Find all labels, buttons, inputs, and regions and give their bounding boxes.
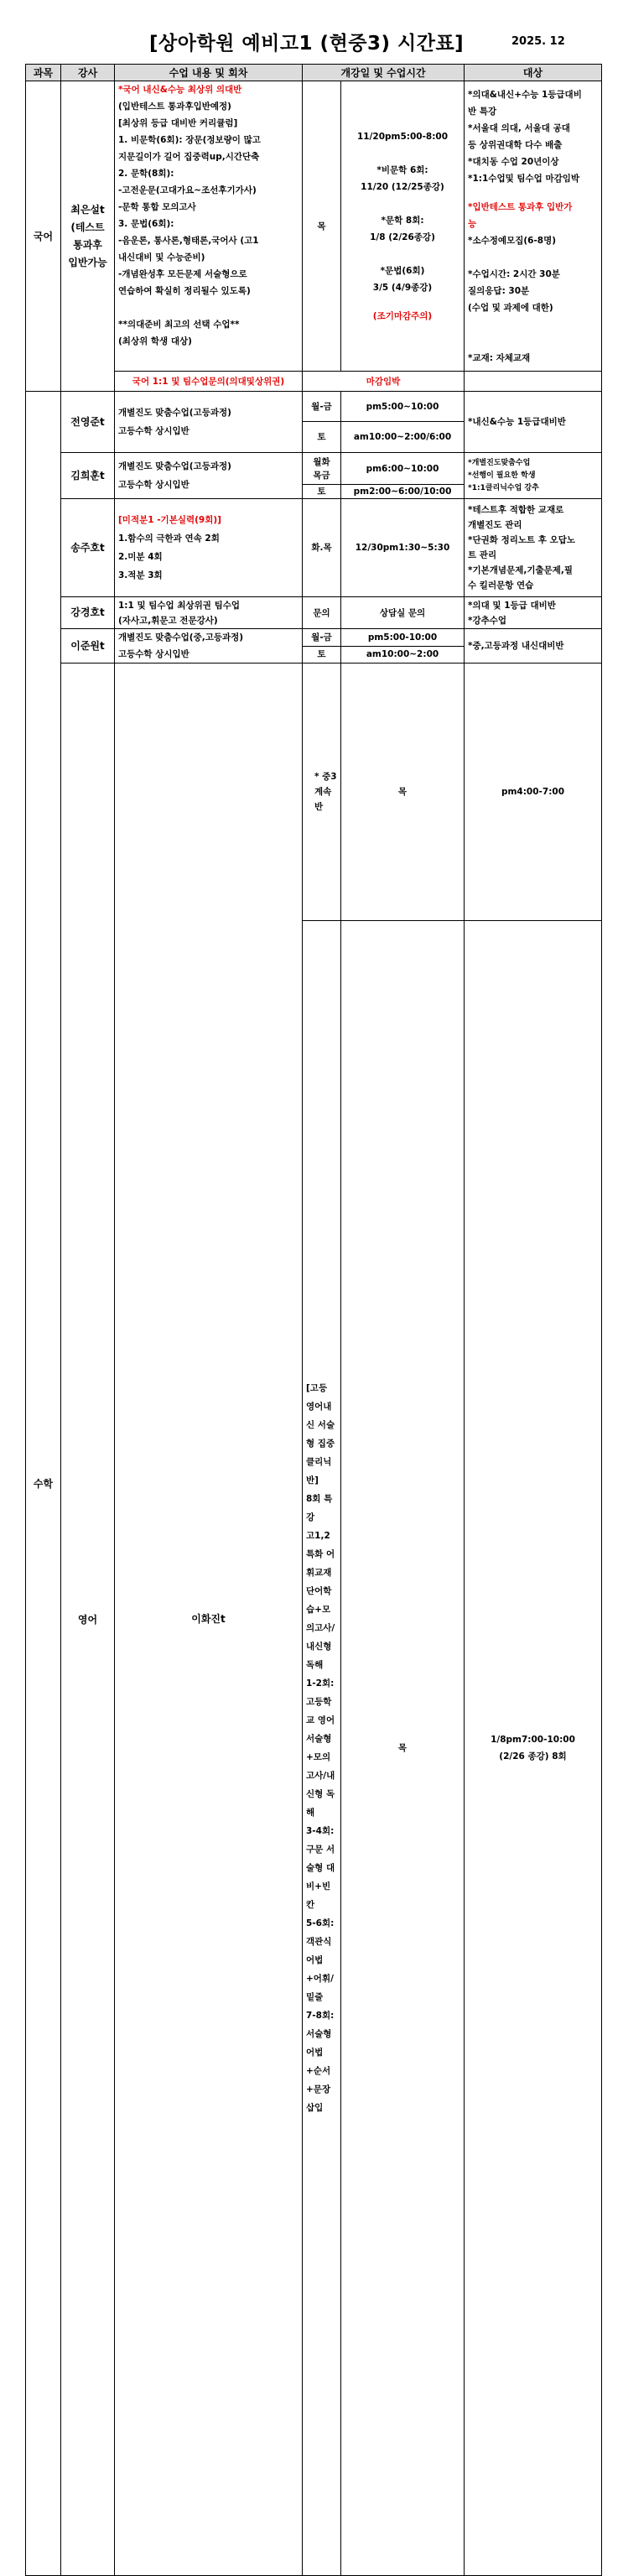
math-3-day: 화.목 (303, 499, 341, 597)
timetable (25, 64, 602, 2576)
korean-schedule-note: (조기마감주의) (372, 310, 433, 321)
math-5-day-1: 월-금 (303, 629, 341, 647)
teacher-english: 이화진t (115, 664, 303, 2576)
subject-math: 수학 (26, 392, 61, 2576)
english-1-content: * 중3 계속반 (303, 664, 341, 921)
teacher-math-5: 이준원t (61, 629, 115, 664)
math-2-target: *개별진도맞춤수업 *선행이 필요한 학생 *1:1클리닉수업 강추 (465, 453, 602, 499)
korean-target-a: *의대&내신+수능 1등급대비 반 특강 *서울대 의대, 서울대 공대 등 상위권대학 다수 배출 *대치동 수업 20년이상 *1:1수업및 팀수업 마감임박 (468, 89, 582, 184)
math-2-day-1: 월화 목금 (303, 453, 341, 485)
korean-footer-left: 국어 1:1 및 팀수업문의(의대및상위권) (115, 372, 303, 392)
math-3-time: 12/30pm1:30~5:30 (341, 499, 465, 597)
korean-target-b: *소수정예모집(6-8명) *수업시간: 2시간 30분 질의응답: 30분 (수업 및 과제에 대한) *교재: 자체교재 (468, 235, 560, 363)
math-4-time: 상담실 문의 (341, 597, 465, 629)
math-5-content: 개별진도 맞춤수업(중,고등과정) 고등수학 상시입반 (115, 629, 303, 664)
math-row-1a (26, 392, 602, 422)
col-header-subject: 과목 (26, 65, 61, 81)
math-2-time-1: pm6:00~10:00 (341, 453, 465, 485)
subject-english: 영어 (61, 664, 115, 2576)
col-header-content: 수업 내용 및 회차 (115, 65, 303, 81)
document-date: 2025. 12 (511, 35, 565, 48)
col-header-teacher: 강사 (61, 65, 115, 81)
teacher-math-2: 김희훈t (61, 453, 115, 499)
english-row-1 (26, 664, 602, 921)
korean-content-title: *국어 내신&수능 최상위 의대반 (118, 85, 242, 95)
math-3-content-title: [미적분1 -기본실력(9회)] (118, 515, 221, 525)
math-5-time-1: pm5:00-10:00 (341, 629, 465, 647)
korean-footer-right: 마감임박 (303, 372, 465, 392)
english-1-time: pm4:00-7:00 (465, 664, 602, 921)
teacher-math-1: 전영준t (61, 392, 115, 453)
math-5-target: *중,고등과정 내신대비반 (465, 629, 602, 664)
math-row-2a (26, 453, 602, 485)
math-5-day-2: 토 (303, 646, 341, 664)
korean-day: 목 (303, 81, 341, 372)
math-4-content: 1:1 및 팀수업 최상위권 팀수업 (자사고,휘문고 전문강사) (115, 597, 303, 629)
col-header-target: 대상 (465, 65, 602, 81)
math-2-content: 개별진도 맞춤수업(고등과정) 고등수학 상시입반 (115, 453, 303, 499)
math-2-day-2: 토 (303, 485, 341, 499)
english-2-time: 1/8pm7:00-10:00 (2/26 종강) 8회 (465, 921, 602, 2576)
english-2-content: [고등 영어내신 서술형 집중 클리닉반] 8회 특강 고1,2 특화 어휘교재 단어학습+모의고사/내신형 독해 1-2회: 고등학교 영어 서술형+모의고사/내신형 독해 3-4회: 구문 서술형 대비+빈칸 5-6회:객관식 어법+어휘/밑줄 7-8회:서술형 어법+순서+문장삽입 (303, 921, 341, 2576)
math-1-day-1: 월-금 (303, 392, 341, 422)
math-1-day-2: 토 (303, 422, 341, 453)
math-4-day: 문의 (303, 597, 341, 629)
col-header-schedule: 개강일 및 수업시간 (303, 65, 465, 81)
math-1-target: *내신&수능 1등급대비반 (465, 392, 602, 453)
teacher-korean: 최은설t (테스트 통과후 입반가능 (61, 81, 115, 392)
english-1-day: 목 (341, 664, 465, 921)
math-3-content: 1.함수의 극한과 연속 2회 2.미분 4회 3.적분 3회 (118, 533, 220, 580)
math-row-5a (26, 629, 602, 647)
korean-target-red: *입반테스트 통과후 입반가 능 (468, 201, 573, 229)
math-5-time-2: am10:00~2:00 (341, 646, 465, 664)
math-1-time-1: pm5:00~10:00 (341, 392, 465, 422)
korean-schedule: 11/20pm5:00-8:00 *비문학 6회: 11/20 (12/25종강) *문학 8회: 1/8 (2/26종강) *문법(6회) 3/5 (4/9종강) (356, 131, 449, 293)
teacher-math-4: 강경호t (61, 597, 115, 629)
math-4-target: *의대 및 1등급 대비반 *강추수업 (465, 597, 602, 629)
math-2-time-2: pm2:00~6:00/10:00 (341, 485, 465, 499)
subject-korean: 국어 (26, 81, 61, 392)
page-title: [상아학원 예비고1 (현중3) 시간표] (149, 33, 465, 55)
header-row (26, 65, 602, 81)
math-row-3 (26, 499, 602, 597)
korean-row (26, 81, 602, 372)
teacher-math-3: 송주호t (61, 499, 115, 597)
korean-content-body: (입반테스트 통과후입반예정) [최상위 등급 대비반 커리큘럼] 1. 비문학(6회): 장문(정보량이 많고 지문길이가 길어 집중력up,시간단축 2. 문학(8회): -고전운문(고대가요~조선후기가사) -문학 통합 모의고사 3. 문법(6회): -음운론, 통사론,형태론,국어사 (고1 내신대비 및 수능준비) -개념완성후 모든문제 서술형으로 연습하여 확실히 정리될수 있도록) **의대준비 최고의 선택 수업** (최상위 학생 대상) (118, 101, 261, 346)
math-1-content: 개별진도 맞춤수업(고등과정) 고등수학 상시입반 (115, 392, 303, 453)
math-1-time-2: am10:00~2:00/6:00 (341, 422, 465, 453)
english-2-day: 목 (341, 921, 465, 2576)
math-row-4 (26, 597, 602, 629)
math-3-target: *테스트후 적합한 교재로 개별진도 관리 *단권화 정리노트 후 오답노 트 관리 *기본개념문제,기출문제,필 수 킬러문항 연습 (465, 499, 602, 597)
